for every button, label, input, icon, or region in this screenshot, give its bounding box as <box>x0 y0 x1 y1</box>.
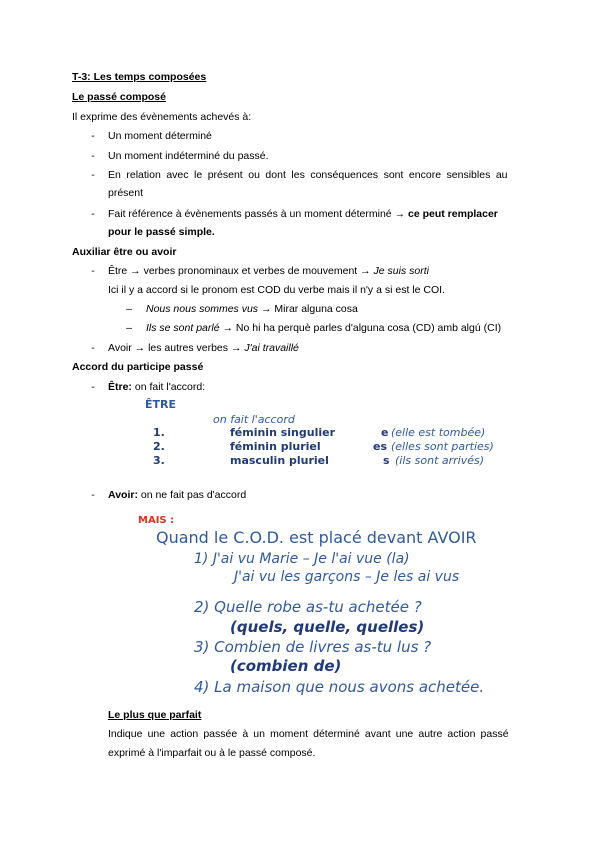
etre-row-example: (elle est tombée) <box>391 426 486 439</box>
mais-rule-line: Quand le C.O.D. est placé devant AVOIR <box>156 528 477 547</box>
etre-figure-subtitle: on fait l'accord <box>213 413 295 426</box>
etre-row-num: 3. <box>153 454 165 467</box>
mais-example-3b: (combien de) <box>230 657 342 675</box>
etre-row-label: féminin singulier <box>230 426 336 439</box>
list-item: Un moment déterminé <box>108 130 212 142</box>
list-dash: - <box>91 169 95 181</box>
etre-row-ending: es <box>373 440 388 453</box>
accord-etre-text: on fait l'accord: <box>134 381 206 393</box>
list-dash: - <box>91 489 95 501</box>
etre-rules-figure <box>145 398 515 472</box>
plus-que-parfait-text: Indique une action passée à un moment déterminé avant une autre action passé <box>108 728 509 740</box>
plus-que-parfait-text: exprimé à l'imparfait ou à le passé composé. <box>108 747 316 759</box>
etre-row-ending: s <box>383 454 390 467</box>
accord-avoir-line <box>108 488 246 502</box>
section-heading-plus-que-parfait: Le plus que parfait <box>108 709 202 721</box>
mais-example-1a: 1) J'ai vu Marie – Je l'ai vue (la) <box>194 551 410 567</box>
list-dash: - <box>91 342 95 354</box>
list-item-bold: ce peut remplacer <box>408 208 498 220</box>
mais-example-3a: 3) Combien de livres as-tu lus ? <box>194 638 432 656</box>
mais-example-2a: 2) Quelle robe as-tu achetée ? <box>194 598 422 616</box>
etre-row-label: féminin pluriel <box>230 440 321 453</box>
etre-figure-title: ÊTRE <box>145 398 177 411</box>
list-item-bold-continued: pour le passé simple. <box>108 226 215 238</box>
list-item: Un moment indéterminé du passé. <box>108 150 269 162</box>
example-fr: Nous nous sommes vus <box>146 303 259 315</box>
etre-row-example: (elles sont parties) <box>391 440 494 453</box>
etre-example: Je suis sorti <box>373 265 429 277</box>
mais-example-4: 4) La maison que nous avons achetée. <box>194 678 485 696</box>
page-title: T-3: Les temps composées <box>72 71 207 83</box>
section-heading-auxiliar: Auxiliar être ou avoir <box>72 246 177 258</box>
avoir-example: J'ai travaillé <box>244 342 299 354</box>
mais-label: MAIS : <box>138 515 175 526</box>
coi-line: Ici il y a accord si le pronom est COD du verbe mais il n'y a si est le COI. <box>108 284 445 296</box>
etre-row-label: masculin pluriel <box>230 454 329 467</box>
etre-row-num: 2. <box>153 440 165 453</box>
list-dash: - <box>91 150 95 162</box>
example-ca: → No hi ha perquè parles d'alguna cosa (CD) amb algú (CI) <box>222 322 502 334</box>
etre-row-example: (ils sont arrivés) <box>395 454 485 467</box>
list-dash: - <box>91 265 95 277</box>
etre-line <box>108 264 429 278</box>
example-line <box>146 302 358 316</box>
example-fr: Ils se sont parlé <box>146 322 220 334</box>
etre-line-text: Être → verbes pronominaux et verbes de mouvement → <box>108 265 371 277</box>
section-heading-passe-compose: Le passé composé <box>72 91 166 103</box>
list-dash: - <box>91 381 95 393</box>
section-heading-accord: Accord du participe passé <box>72 361 204 373</box>
example-ca: → Mirar alguna cosa <box>260 303 358 315</box>
list-dash: - <box>91 208 95 220</box>
mais-example-2b: (quels, quelle, quelles) <box>230 618 425 636</box>
etre-row-num: 1. <box>153 426 165 439</box>
accord-etre-line <box>108 380 205 394</box>
etre-row-ending: e <box>381 426 389 439</box>
accord-avoir-text: on ne fait pas d'accord <box>140 489 247 501</box>
intro-text: Il exprime des évènements achevés à: <box>72 111 252 123</box>
sub-dash: – <box>126 303 132 315</box>
accord-etre-label: Être: <box>108 381 132 393</box>
accord-avoir-label: Avoir: <box>108 489 138 501</box>
list-item-text: Fait référence à évènements passés à un moment déterminé → <box>108 208 406 220</box>
list-item <box>108 207 498 221</box>
sub-dash: – <box>126 322 132 334</box>
avoir-line-text: Avoir → les autres verbes → <box>108 342 242 354</box>
list-dash: - <box>91 130 95 142</box>
example-line <box>146 321 501 335</box>
list-item: En relation avec le présent ou dont les conséquences sont encore sensibles au <box>108 169 508 181</box>
list-item-continued: présent <box>108 187 144 199</box>
avoir-line <box>108 341 299 355</box>
mais-example-1b: J'ai vu les garçons – Je les ai vus <box>234 569 460 585</box>
mais-rules-figure <box>130 512 510 702</box>
